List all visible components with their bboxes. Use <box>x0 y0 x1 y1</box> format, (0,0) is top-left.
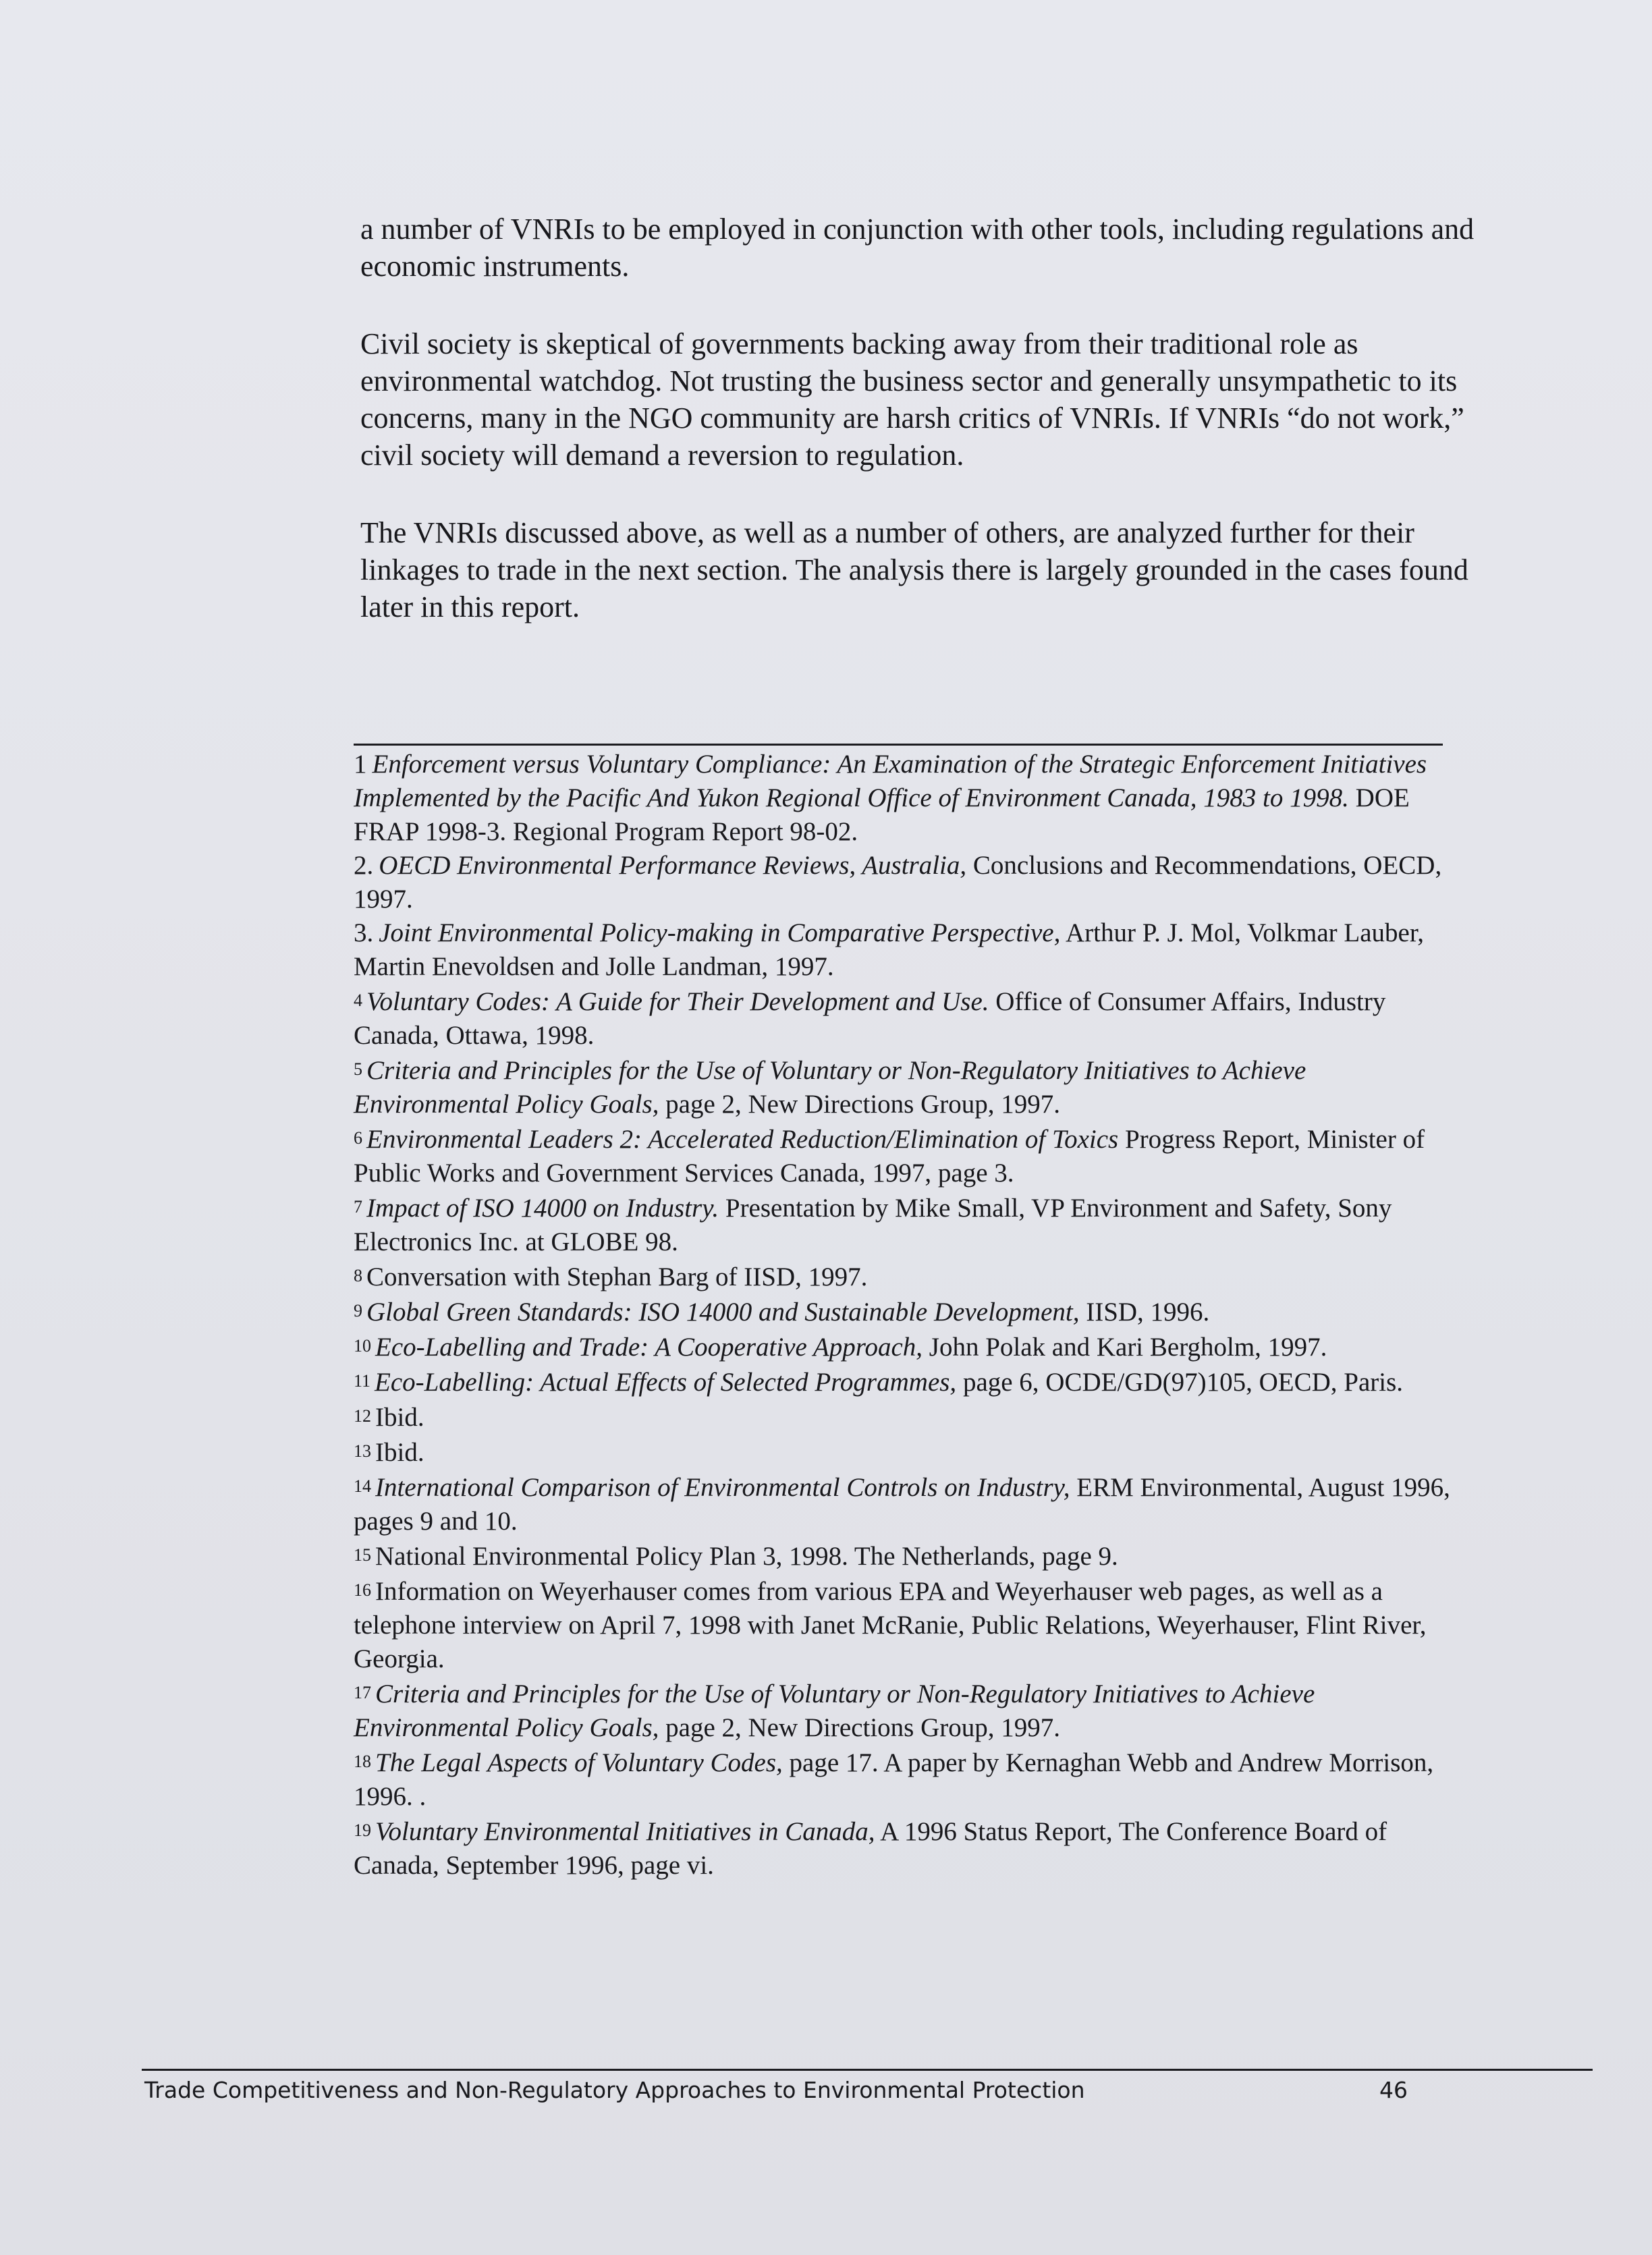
page-footer <box>144 2077 1427 2104</box>
footnote-title: Voluntary Environmental Initiatives in Canada, <box>375 1817 875 1846</box>
footer-divider <box>142 2069 1593 2071</box>
footnote-number: 2. <box>354 851 374 880</box>
footnote-number: 12 <box>354 1406 371 1426</box>
footnote-number: 11 <box>354 1371 371 1391</box>
footnote-text: Progress Report, Minister of Public Works and Government Services Canada, 1997, page 3. <box>354 1125 1425 1188</box>
footnote-number: 8 <box>354 1266 362 1285</box>
footnote <box>354 1190 1460 1259</box>
footnote-text: Arthur P. J. Mol, Volkmar Lauber, Martin Enevoldsen and Jolle Landman, 1997. <box>354 918 1425 981</box>
footnote <box>354 984 1460 1053</box>
footnote-number: 3. <box>354 918 374 947</box>
footnote <box>354 748 1460 849</box>
footnote-text: National Environmental Policy Plan 3, 1998. The Netherlands, page 9. <box>375 1542 1118 1571</box>
footnote-title: OECD Environmental Performance Reviews, Australia, <box>379 851 967 880</box>
footnote-title: Environmental Leaders 2: Accelerated Reduction/Elimination of Toxics <box>366 1125 1119 1154</box>
footnote-number: 6 <box>354 1128 362 1148</box>
footnote-text: page 6, OCDE/GD(97)105, OECD, Paris. <box>956 1368 1404 1397</box>
footnote-number: 19 <box>354 1820 371 1840</box>
footnote-text: Conversation with Stephan Barg of IISD, 1997. <box>366 1262 868 1291</box>
footnote <box>354 1574 1460 1676</box>
footnotes <box>354 748 1460 1883</box>
footnote-title: Eco-Labelling: Actual Effects of Selected Programmes, <box>375 1368 957 1397</box>
footnote-text: Ibid. <box>375 1438 424 1467</box>
footnote-title: Criteria and Principles for the Use of Voluntary or Non-Regulatory Initiatives to Achieve Environmental Policy Goals, <box>354 1056 1306 1119</box>
footnote <box>354 1121 1460 1190</box>
footnote <box>354 1294 1460 1329</box>
paragraph: a number of VNRIs to be employed in conjunction with other tools, including regulations and economic instruments. <box>360 213 1475 283</box>
footnote-text: Office of Consumer Affairs, Industry Canada, Ottawa, 1998. <box>354 987 1386 1050</box>
footnote-number: 7 <box>354 1197 362 1217</box>
footnote-title: Impact of ISO 14000 on Industry. <box>366 1194 719 1223</box>
footnote-text: Ibid. <box>375 1403 424 1432</box>
footnote-text: Presentation by Mike Small, VP Environment and Safety, Sony Electronics Inc. at GLOBE 98. <box>354 1194 1392 1256</box>
footnote-text: ERM Environmental, August 1996, pages 9 and 10. <box>354 1473 1450 1536</box>
footnote-text: DOE FRAP 1998-3. Regional Program Report 98-02. <box>354 783 1410 846</box>
footer-title: Trade Competitiveness and Non-Regulatory Approaches to Environmental Protection <box>144 2077 1085 2103</box>
footnote <box>354 1538 1460 1574</box>
footnote <box>354 916 1460 984</box>
paragraph: The VNRIs discussed above, as well as a number of others, are analyzed further for their linkages to trade in the next section. The analysis there is largely grounded in the cases found later in this report. <box>360 516 1468 623</box>
footnote-text: Information on Weyerhauser comes from various EPA and Weyerhauser web pages, as well as a telephone interview on April 7, 1998 with Janet McRanie, Public Relations, Weyerhauser, Flint River, Georgia. <box>354 1577 1427 1673</box>
footnote-number: 13 <box>354 1441 371 1461</box>
footnote-title: Voluntary Codes: A Guide for Their Development and Use. <box>366 987 989 1016</box>
footnote <box>354 1745 1460 1814</box>
footnote <box>354 1364 1460 1399</box>
footnote-number: 16 <box>354 1580 371 1600</box>
footnote-number: 14 <box>354 1476 371 1496</box>
footnote <box>354 1053 1460 1121</box>
footnote-number: 18 <box>354 1752 371 1771</box>
footnote <box>354 1399 1460 1435</box>
footnote-text: page 2, New Directions Group, 1997. <box>659 1090 1061 1119</box>
footnote <box>354 1435 1460 1470</box>
footnote-title: Criteria and Principles for the Use of Voluntary or Non-Regulatory Initiatives to Achieve Environmental Policy Goals, <box>354 1679 1315 1742</box>
footnote-number: 1 <box>354 750 367 779</box>
footnote-title: Global Green Standards: ISO 14000 and Sustainable Development, <box>366 1298 1080 1327</box>
footnote-title: The Legal Aspects of Voluntary Codes, <box>375 1748 783 1777</box>
body-text <box>360 211 1487 666</box>
footnote-divider <box>354 744 1443 746</box>
footnote-title: International Comparison of Environmental Controls on Industry, <box>375 1473 1070 1502</box>
footnote <box>354 849 1460 916</box>
footnote <box>354 1814 1460 1883</box>
footnote-text: Conclusions and Recommendations, OECD, 1997. <box>354 851 1442 914</box>
footnote-text: page 2, New Directions Group, 1997. <box>659 1713 1061 1742</box>
footnote <box>354 1259 1460 1294</box>
footnote-text: IISD, 1996. <box>1079 1298 1210 1327</box>
footnote <box>354 1329 1460 1364</box>
footnote <box>354 1470 1460 1538</box>
footnote-number: 10 <box>354 1336 371 1356</box>
footnote-title: Eco-Labelling and Trade: A Cooperative Approach, <box>375 1333 923 1362</box>
footnote-text: John Polak and Kari Bergholm, 1997. <box>923 1333 1327 1362</box>
footnote-number: 4 <box>354 991 362 1010</box>
footnote-number: 15 <box>354 1545 371 1565</box>
paragraph: Civil society is skeptical of governments backing away from their traditional role as environmental watchdog. Not trusting the business sector and generally unsympathetic to its concerns, many in the NGO community are harsh critics of VNRIs. If VNRIs “do not work,” civil society will demand a reversion to regulation. <box>360 327 1464 472</box>
footnote-title: Enforcement versus Voluntary Compliance: An Examination of the Strategic Enforcement Initiatives Implemented by the Pacific And Yukon Regional Office of Environment Canada, 1983 to 1998. <box>354 750 1427 812</box>
footnote-text: A 1996 Status Report, The Conference Board of Canada, September 1996, page vi. <box>354 1817 1387 1880</box>
page-number: 46 <box>1379 2077 1408 2103</box>
footnote-number: 9 <box>354 1301 362 1320</box>
footnote <box>354 1676 1460 1745</box>
footnote-number: 17 <box>354 1683 371 1702</box>
footnote-number: 5 <box>354 1059 362 1079</box>
footnote-title: Joint Environmental Policy-making in Comparative Perspective, <box>379 918 1061 947</box>
footnote-text: page 17. A paper by Kernaghan Webb and Andrew Morrison, 1996. . <box>354 1748 1434 1811</box>
